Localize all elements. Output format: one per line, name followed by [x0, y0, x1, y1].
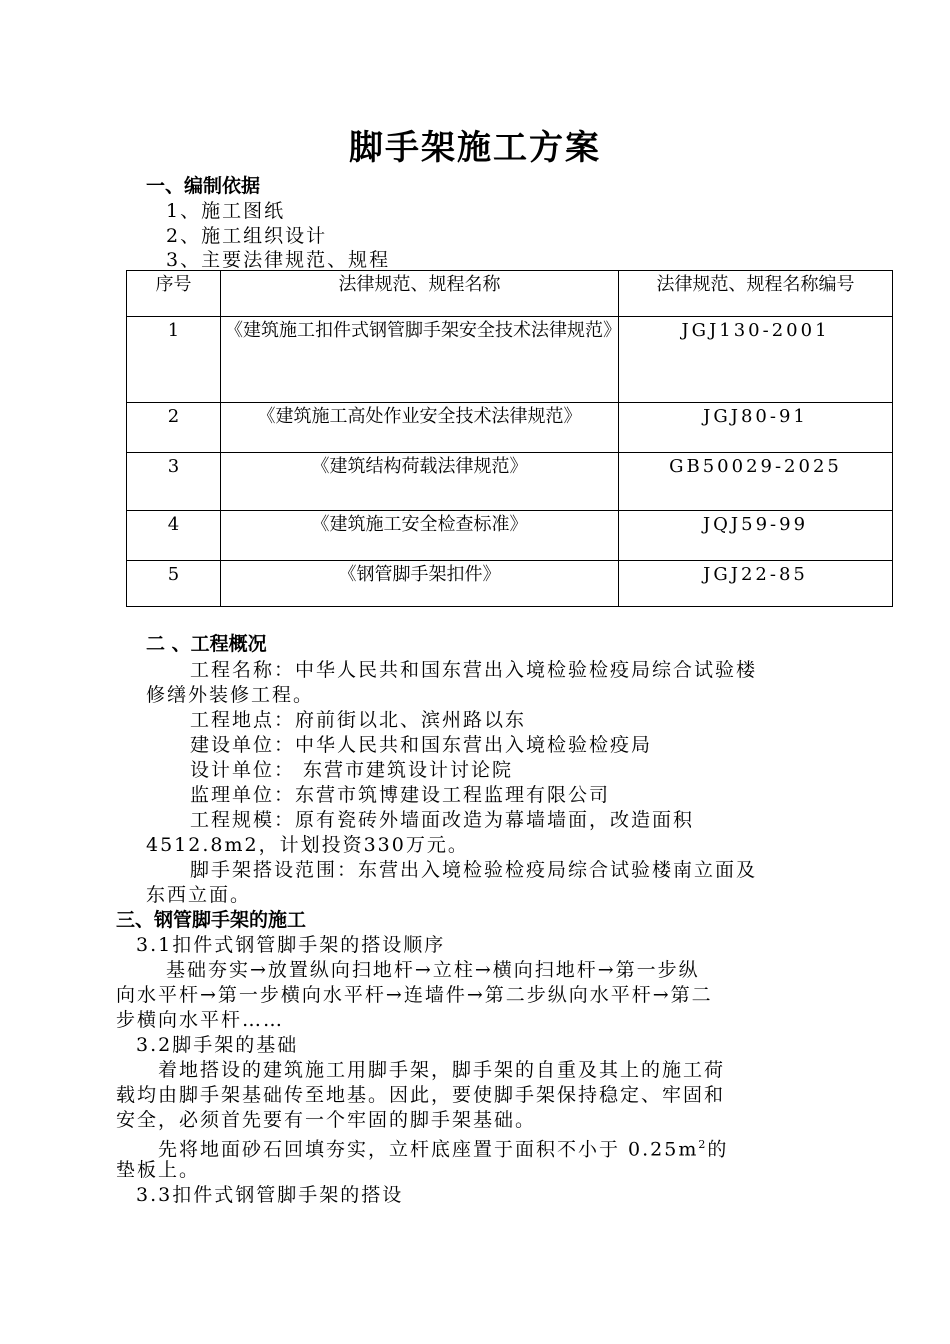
table-header-row: [127, 271, 893, 317]
row-no: 2: [127, 403, 221, 453]
header-name: 法律规范、规程名称: [221, 271, 619, 317]
row-code: JGJ22-85: [619, 561, 893, 607]
row-name: 《建筑施工扣件式钢管脚手架安全技术法律规范》: [221, 317, 619, 403]
body-line: 步横向水平杆……: [116, 1009, 285, 1031]
table-row: [127, 403, 893, 453]
overview-line: 脚手架搭设范围：东营出入境检验检疫局综合试验楼南立面及: [190, 859, 758, 881]
body-text: 先将地面砂石回填夯实，立杆底座置于面积不小于 0.25m: [158, 1138, 699, 1161]
row-name: 《钢管脚手架扣件》: [221, 561, 619, 607]
row-code: JGJ130-2001: [619, 317, 893, 403]
table-row: [127, 317, 893, 403]
row-code: JQJ59-99: [619, 511, 893, 561]
overview-line: 设计单位： 东营市建筑设计讨论院: [190, 759, 514, 781]
row-no: 1: [127, 317, 221, 403]
page-title: 脚手架施工方案: [349, 128, 601, 168]
overview-line: 监理单位：东营市筑博建设工程监理有限公司: [190, 784, 611, 806]
body-line: 垫板上。: [116, 1159, 201, 1181]
body-line: [158, 1133, 728, 1161]
header-no: 序号: [127, 271, 221, 317]
row-code: GB50029-2025: [619, 453, 893, 511]
overview-line: 工程地点：府前街以北、滨州路以东: [190, 709, 527, 731]
body-text: 的: [707, 1138, 729, 1161]
row-name: 《建筑结构荷载法律规范》: [221, 453, 619, 511]
row-name: 《建筑施工安全检查标准》: [221, 511, 619, 561]
row-code: JGJ80-91: [619, 403, 893, 453]
row-no: 3: [127, 453, 221, 511]
overview-line: 4512.8m2，计划投资330万元。: [146, 834, 469, 856]
body-line: 向水平杆→第一步横向水平杆→连墙件→第二步纵向水平杆→第二: [116, 984, 713, 1006]
overview-line: 工程规模：原有瓷砖外墙面改造为幕墙墙面，改造面积: [190, 809, 695, 831]
body-line: 基础夯实→放置纵向扫地杆→立柱→横向扫地杆→第一步纵: [166, 959, 700, 981]
body-line: 着地搭设的建筑施工用脚手架，脚手架的自重及其上的施工荷: [158, 1059, 726, 1081]
subsection-heading: 3.2脚手架的基础: [136, 1034, 299, 1056]
overview-line: 建设单位：中华人民共和国东营出入境检验检疫局: [190, 734, 653, 756]
table-row: [127, 511, 893, 561]
section-heading-overview: 二 、工程概况: [146, 633, 267, 655]
subsection-heading: 3.1扣件式钢管脚手架的搭设顺序: [136, 934, 446, 956]
basis-item-3: 3、主要法律规范、规程: [166, 249, 391, 271]
table-row: [127, 453, 893, 511]
laws-table: [126, 270, 893, 607]
row-name: 《建筑施工高处作业安全技术法律规范》: [221, 403, 619, 453]
overview-line: 修缮外装修工程。: [146, 684, 315, 706]
table-row: [127, 561, 893, 607]
section-heading-construction: 三、钢管脚手架的施工: [116, 909, 307, 931]
section-heading-basis: 一、编制依据: [146, 175, 261, 197]
header-code: 法律规范、规程名称编号: [619, 271, 893, 317]
row-no: 5: [127, 561, 221, 607]
basis-item-2: 2、施工组织设计: [166, 225, 328, 247]
subsection-heading: 3.3扣件式钢管脚手架的搭设: [136, 1184, 404, 1206]
body-line: 安全，必须首先要有一个牢固的脚手架基础。: [116, 1109, 537, 1131]
overview-line: 工程名称：中华人民共和国东营出入境检验检疫局综合试验楼: [190, 659, 758, 681]
body-line: 载均由脚手架基础传至地基。因此，要使脚手架保持稳定、牢固和: [116, 1084, 726, 1106]
row-no: 4: [127, 511, 221, 561]
basis-item-1: 1、施工图纸: [166, 200, 286, 222]
overview-line: 东西立面。: [146, 884, 252, 906]
superscript: 2: [698, 1138, 708, 1151]
